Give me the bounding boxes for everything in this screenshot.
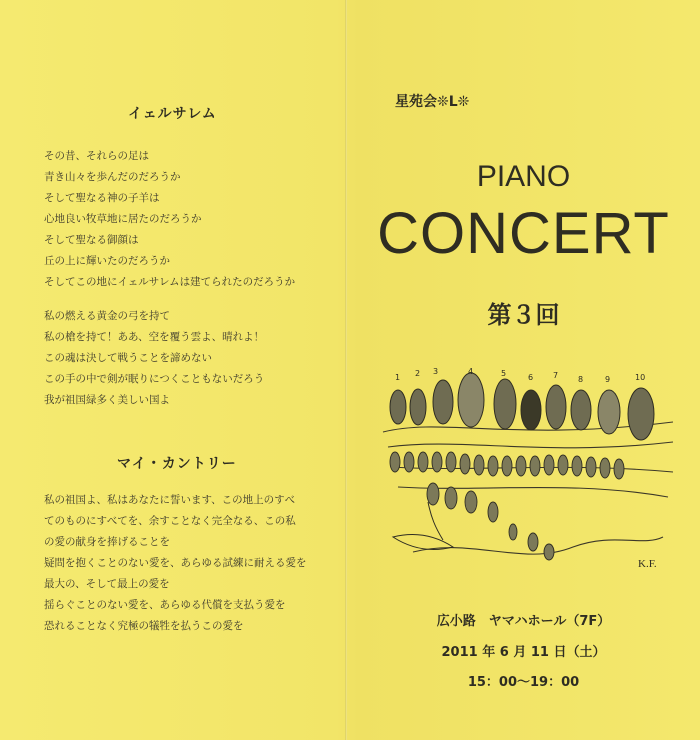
bird-icon — [572, 456, 582, 476]
small-birds — [390, 452, 624, 560]
time-text: 15：00～19：00 — [467, 675, 580, 690]
poem2-line: の愛の献身を捧げることを — [44, 536, 170, 548]
poem2-line: 疑問を抱くことのない愛を、あらゆる試練に耐える愛を — [44, 557, 307, 569]
bird-icon — [521, 390, 541, 430]
bird-icon — [598, 390, 620, 434]
bird-icon — [404, 452, 414, 472]
bird-icon — [433, 380, 453, 424]
bird-icon — [614, 459, 624, 479]
bird-icon — [488, 456, 498, 476]
bird-icon — [418, 452, 428, 472]
poem1-line: その昔、それらの足は — [44, 150, 149, 162]
wire-upper — [388, 442, 673, 448]
bird-icon — [494, 379, 516, 429]
bird-icon — [546, 385, 566, 429]
poem2-stanza — [44, 490, 307, 637]
title-concert: CONCERT — [377, 201, 670, 266]
bird-icon — [432, 452, 442, 472]
edition-label: 第３回 — [487, 301, 560, 329]
bird-icon — [445, 487, 457, 509]
bird-icon — [544, 544, 554, 560]
bird-number: 4 — [468, 367, 474, 376]
poem1-line: 我が祖国緑多く美しい国よ — [44, 394, 170, 406]
illustration-signature: K.F. — [638, 558, 657, 570]
venue-text: 広小路 ヤマハホール（7F） — [436, 614, 611, 629]
bird-icon — [586, 457, 596, 477]
poem1-title: イェルサレム — [128, 106, 217, 122]
bird-number: 5 — [501, 369, 507, 378]
bird-icon — [465, 491, 477, 513]
bird-icon — [458, 373, 484, 427]
date-text: 2011 年 6 月 11 日（土） — [441, 645, 606, 660]
bird-icon — [460, 454, 470, 474]
poem1-line: そして聖なる神の子羊は — [44, 192, 160, 204]
poem1-line: 青き山々を歩んだのだろうか — [44, 171, 181, 183]
arm-line — [428, 502, 443, 540]
poem1-line: 私の槍を持て！ああ、空を覆う雲よ、晴れよ！ — [44, 331, 265, 343]
poem1-line: 心地良い牧草地に居たのだろうか — [44, 213, 202, 225]
poem1-line: そして聖なる御顔は — [44, 234, 139, 246]
bird-number: 10 — [635, 373, 646, 382]
bird-number-labels — [395, 367, 645, 384]
wires — [383, 422, 673, 554]
hand-sketch — [393, 502, 453, 550]
bird-icon — [558, 455, 568, 475]
poem2-line: 恐れることなく究極の犠牲を払うこの愛を — [44, 620, 244, 632]
poem2-line: 私の祖国よ、私はあなたに誓います、この地上のすべ — [44, 494, 295, 506]
bird-number: 1 — [395, 373, 401, 382]
bird-icon — [544, 455, 554, 475]
bird-icon — [474, 455, 484, 475]
poem1-line: この手の中で剣が眠りにつくこともないだろう — [44, 373, 265, 385]
right-panel — [347, 0, 700, 740]
poem2-line: 揺らぐことのない愛を、あらゆる代償を支払う愛を — [44, 599, 286, 611]
bird-icon — [600, 458, 610, 478]
poem1-line: 私の燃える黄金の弓を持て — [44, 310, 170, 322]
title-piano: PIANO — [476, 160, 571, 193]
bird-icon — [502, 456, 512, 476]
bird-icon — [390, 390, 406, 424]
poem1-line: そしてこの地にイェルサレムは建てられたのだろうか — [44, 276, 296, 288]
bird-icon — [446, 452, 456, 472]
bird-icon — [528, 533, 538, 551]
poem1-stanza1 — [44, 146, 295, 293]
poem2-line: てのものにすべてを、余すことなく完全なる、この私 — [44, 515, 296, 527]
organizer-name: 星苑会❊L❊ — [395, 94, 470, 110]
bird-icon — [530, 456, 540, 476]
bird-icon — [509, 524, 517, 540]
bird-number: 8 — [578, 375, 584, 384]
bird-icon — [410, 389, 426, 425]
poem1-line: この魂は決して戦うことを諦めない — [44, 352, 212, 364]
poem1-line: 丘の上に輝いたのだろうか — [44, 255, 170, 267]
bird-number: 7 — [553, 371, 559, 380]
bird-icon — [390, 452, 400, 472]
bird-icon — [628, 388, 654, 440]
poem2-title: マイ・カントリー — [117, 456, 237, 472]
bird-number: 9 — [605, 375, 611, 384]
bird-icon — [516, 456, 526, 476]
bird-number: 2 — [415, 369, 421, 378]
bird-icon — [571, 390, 591, 430]
left-panel — [0, 0, 345, 740]
poem1-stanza2 — [44, 306, 264, 411]
birds-on-wires-illustration — [373, 362, 673, 582]
bird-icon — [427, 483, 439, 505]
bird-icon — [488, 502, 498, 522]
bird-number: 3 — [433, 367, 439, 376]
bird-number: 6 — [528, 373, 534, 382]
poem2-line: 最大の、そして最上の愛を — [44, 578, 170, 590]
